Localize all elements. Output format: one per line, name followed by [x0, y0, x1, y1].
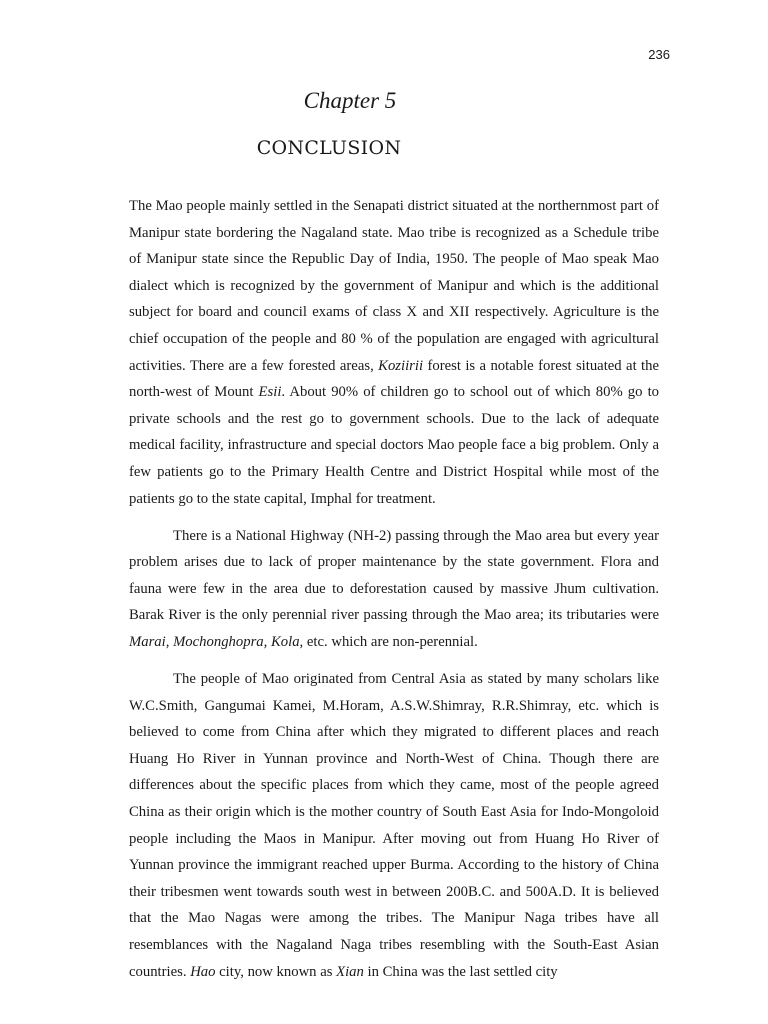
paragraph-3-text-1: The people of Mao originated from Central Asia as stated by many scholars like W.C.Smith, Gangumai Kamei, M.Horam, A.S.W.Shimray, R.R.Shimray, etc. which is believed to come from China after which they migrated to different places and reach Huang Ho River in Yunnan province and North-West of China. Though there are differences about the specific places from which they came, most of the people agreed China as their origin which is the mother country of South East Asia for Indo-Mongoloid people including the Maos in Manipur. After moving out from Huang Ho River of Yunnan province the immigrant reached upper Burma. According to the history of China their tribesmen went towards south west in between 200B.C. and 500A.D. It is believed that the Mao Nagas were among the tribes. The Manipur Naga tribes have all resemblances with the Nagaland Naga tribes resembling with the South-East Asian countries.: [129, 671, 659, 980]
tributaries-names: Marai, Mochonghopra, Kola,: [129, 634, 304, 650]
paragraph-3-text-2: city, now known as: [215, 963, 337, 980]
body-text: [129, 193, 659, 996]
xian-city-name: Xian: [336, 963, 364, 980]
mount-esii-name: Esii: [258, 384, 282, 401]
koziirii-forest-name: Koziirii: [378, 357, 424, 374]
page-number: 236: [648, 47, 670, 62]
paragraph-2: [129, 523, 659, 656]
chapter-title: CONCLUSION: [256, 137, 402, 159]
paragraph-1: [129, 193, 659, 512]
paragraph-3-text-3: in China was the last settled city: [363, 963, 558, 980]
paragraph-1-text-1: The Mao people mainly settled in the Senapati district situated at the northernmost part of Manipur state bordering the Nagaland state. Mao tribe is recognized as a Schedule tribe of Manipur state since the Republic Day of India, 1950. The people of Mao speak Mao dialect which is recognized by the government of Manipur and which is the additional subject for board and council exams of class X and XII respectively. Agriculture is the chief occupation of the people and 80 % of the population are engaged with agricultural activities. There are a few forested areas,: [129, 198, 659, 374]
paragraph-1-text-3: . About 90% of children go to school out of which 80% go to private schools and the rest go to government schools. Due to the lack of adequate medical facility, infrastructure and special doctors Mao people face a big problem. Only a few patients go to the Primary Health Centre and District Hospital while most of the patients go to the state capital, Imphal for treatment.: [129, 384, 660, 507]
paragraph-2-text-2: etc. which are non-perennial.: [303, 634, 478, 650]
chapter-label: Chapter 5: [303, 88, 397, 113]
hao-city-name: Hao: [190, 963, 216, 980]
paragraph-2-text-1: There is a National Highway (NH-2) passing through the Mao area but every year problem arises due to lack of proper maintenance by the state government. Flora and fauna were few in the area due to deforestation caused by massive Jhum cultivation. Barak River is the only perennial river passing through the Mao area; its tributaries were: [129, 527, 659, 624]
paragraph-1-text-2: forest is a notable forest situated at the north-west of Mount: [129, 357, 660, 401]
paragraph-3: [129, 666, 659, 985]
